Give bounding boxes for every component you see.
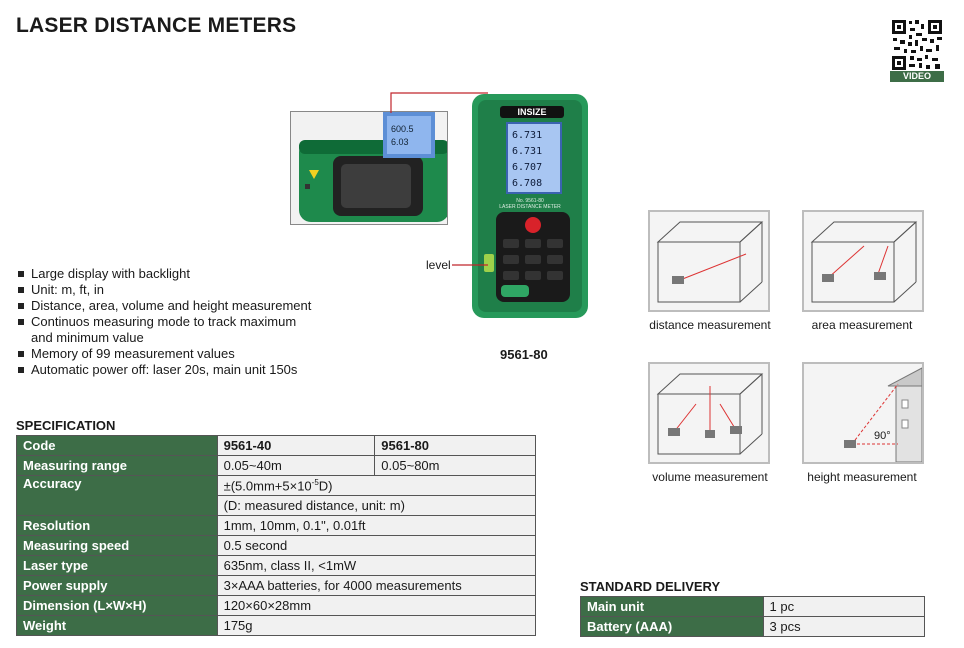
- spec-label: Resolution: [17, 516, 218, 536]
- spec-label: Weight: [17, 616, 218, 636]
- table-row: [17, 476, 536, 496]
- delivery-label: Battery (AAA): [581, 617, 764, 637]
- caption-volume: volume measurement: [652, 470, 768, 484]
- spec-value: 9561-80: [375, 436, 536, 456]
- spec-label: Dimension (L×W×H): [17, 596, 218, 616]
- model-caption: 9561-80: [500, 347, 548, 362]
- table-row: [17, 536, 536, 556]
- feature-item: Unit: m, ft, in: [16, 282, 311, 298]
- screen-reading: 6.731: [512, 146, 543, 157]
- room-area-icon: [804, 212, 922, 310]
- qr-code[interactable]: [890, 18, 944, 82]
- page-title: LASER DISTANCE METERS: [16, 14, 297, 37]
- spec-label: Laser type: [17, 556, 218, 576]
- height-measurement-illustration: [802, 362, 924, 464]
- caption-distance: distance measurement: [649, 318, 771, 332]
- spec-value: 3×AAA batteries, for 4000 measurements: [217, 576, 535, 596]
- specification-table: [16, 435, 536, 636]
- room-distance-icon: [650, 212, 768, 310]
- height-angle-label: 90°: [874, 430, 891, 442]
- spec-label: Measuring range: [17, 456, 218, 476]
- specification-heading: SPECIFICATION: [16, 418, 116, 433]
- area-measurement-illustration: [802, 210, 924, 312]
- spec-label: Accuracy: [17, 476, 218, 516]
- spec-value: 0.05~80m: [375, 456, 536, 476]
- spec-label: Code: [17, 436, 218, 456]
- level-pointer-line: [452, 262, 488, 268]
- spec-value: 0.5 second: [217, 536, 535, 556]
- volume-measurement-illustration: [648, 362, 770, 464]
- table-row: [581, 597, 925, 617]
- spec-value: 175g: [217, 616, 535, 636]
- spec-value: 1mm, 10mm, 0.1", 0.01ft: [217, 516, 535, 536]
- caption-area: area measurement: [811, 318, 913, 332]
- table-row: [17, 596, 536, 616]
- table-row: [17, 616, 536, 636]
- table-row: [17, 436, 536, 456]
- screen-reading: 6.731: [512, 130, 543, 141]
- spec-label: Measuring speed: [17, 536, 218, 556]
- qr-video-label: VIDEO: [902, 71, 931, 81]
- delivery-value: 3 pcs: [763, 617, 925, 637]
- device-brand: INSIZE: [517, 107, 547, 117]
- spec-value: 120×60×28mm: [217, 596, 535, 616]
- building-height-icon: [804, 364, 922, 462]
- device-closeup-image: [290, 111, 448, 225]
- svg-text:6.03: 6.03: [391, 137, 409, 147]
- feature-item: Continuos measuring mode to track maximum: [16, 314, 311, 330]
- spec-value: $\pm(5.0mm+5\times 10^{-5}D)$: [217, 476, 535, 496]
- delivery-value: 1 pc: [763, 597, 925, 617]
- device-closeup-graphic: [291, 112, 447, 224]
- spec-value: (D: measured distance, unit: m): [217, 496, 535, 516]
- delivery-heading: STANDARD DELIVERY: [580, 579, 721, 594]
- room-volume-icon: [650, 364, 768, 462]
- spec-label: Power supply: [17, 576, 218, 596]
- level-label: level: [426, 258, 451, 272]
- device-model-name: LASER DISTANCE METER: [499, 204, 561, 210]
- table-row: [581, 617, 925, 637]
- table-row: [17, 576, 536, 596]
- spec-value: 9561-40: [217, 436, 375, 456]
- table-row: [17, 516, 536, 536]
- screen-reading: 6.708: [512, 178, 543, 189]
- device-image: [470, 92, 590, 320]
- feature-list: [16, 266, 311, 378]
- caption-height: height measurement: [807, 470, 917, 484]
- svg-text:600.5: 600.5: [391, 124, 414, 134]
- feature-item-continued: and minimum value: [31, 330, 144, 345]
- feature-item: Distance, area, volume and height measurement: [16, 298, 311, 314]
- feature-item: Automatic power off: laser 20s, main unit 150s: [16, 362, 311, 378]
- delivery-table: [580, 596, 925, 637]
- table-row: [17, 456, 536, 476]
- spec-value: 0.05~40m: [217, 456, 375, 476]
- table-row: [17, 556, 536, 576]
- feature-item: Memory of 99 measurement values: [16, 346, 311, 362]
- delivery-label: Main unit: [581, 597, 764, 617]
- distance-measurement-illustration: [648, 210, 770, 312]
- device-model-small: No. 9561-80: [516, 198, 544, 204]
- screen-reading: 6.707: [512, 162, 543, 173]
- spec-value: 635nm, class II, <1mW: [217, 556, 535, 576]
- feature-item: Large display with backlight: [16, 266, 311, 282]
